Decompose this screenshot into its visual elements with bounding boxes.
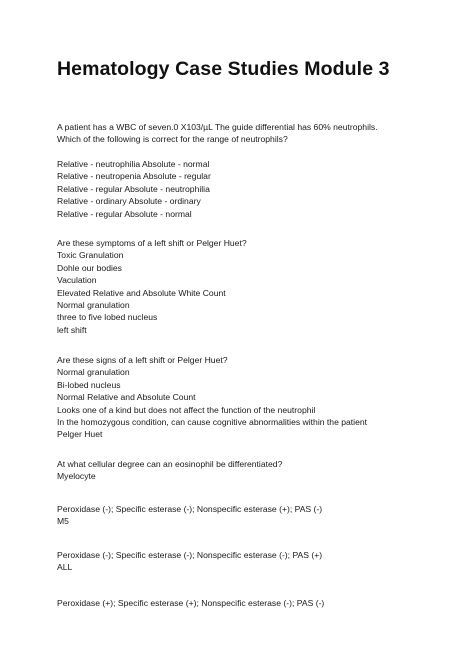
- question-block-stain-m5: [57, 503, 457, 528]
- question-text: Peroxidase (-); Specific esterase (-); Nonspecific esterase (+); PAS (-): [57, 504, 323, 514]
- answer-option: Relative - neutropenia Absolute - regular: [57, 171, 211, 182]
- answer-text: ALL: [57, 562, 73, 573]
- question-block-eosinophil: [57, 458, 457, 483]
- answer-option: Relative - regular Absolute - neutrophilia: [57, 183, 210, 194]
- answer-options-block: [57, 158, 457, 220]
- answer-option: Relative - ordinary Absolute - ordinary: [57, 196, 201, 207]
- question-block-left-shift-symptoms: [57, 237, 457, 336]
- answer-text: left shift: [57, 324, 87, 335]
- list-item: Bi-lobed nucleus: [57, 379, 121, 390]
- question-text: Peroxidase (-); Specific esterase (-); Nonspecific esterase (-); PAS (+): [57, 550, 323, 560]
- question-text: Are these symptoms of a left shift or Pelger Huet?: [57, 238, 247, 248]
- list-item: Looks one of a kind but does not affect the function of the neutrophil: [57, 404, 316, 415]
- list-item: Dohle our bodies: [57, 262, 122, 273]
- list-item: Normal granulation: [57, 367, 130, 378]
- answer-text: M5: [57, 516, 69, 527]
- list-item: three to five lobed nucleus: [57, 312, 158, 323]
- question-text: A patient has a WBC of seven.0 X103/µL The guide differential has 60% neutrophils.: [57, 122, 378, 132]
- answer-option: Relative - neutrophilia Absolute - normal: [57, 159, 210, 169]
- answer-text: Myelocyte: [57, 471, 96, 482]
- question-block-pelger-huet-signs: [57, 354, 457, 441]
- question-text: Are these signs of a left shift or Pelger Huet?: [57, 355, 228, 365]
- question-text: At what cellular degree can an eosinophil be differentiated?: [57, 459, 283, 469]
- page-title: Hematology Case Studies Module 3: [57, 58, 390, 80]
- list-item: In the homozygous condition, can cause cognitive abnormalities within the patient: [57, 417, 368, 428]
- list-item: Normal granulation: [57, 300, 130, 311]
- question-text: Peroxidase (+); Specific esterase (+); Nonspecific esterase (-); PAS (-): [57, 598, 325, 608]
- question-block-wbc: [57, 121, 457, 146]
- list-item: Elevated Relative and Absolute White Count: [57, 287, 226, 298]
- list-item: Toxic Granulation: [57, 250, 124, 261]
- answer-text: Pelger Huet: [57, 429, 103, 440]
- answer-option: Relative - regular Absolute - normal: [57, 208, 192, 219]
- list-item: Vaculation: [57, 275, 97, 286]
- question-block-stain-positive-peroxidase: [57, 597, 457, 609]
- question-block-stain-all: [57, 549, 457, 574]
- question-text: Which of the following is correct for the range of neutrophils?: [57, 134, 288, 145]
- list-item: Normal Relative and Absolute Count: [57, 392, 196, 403]
